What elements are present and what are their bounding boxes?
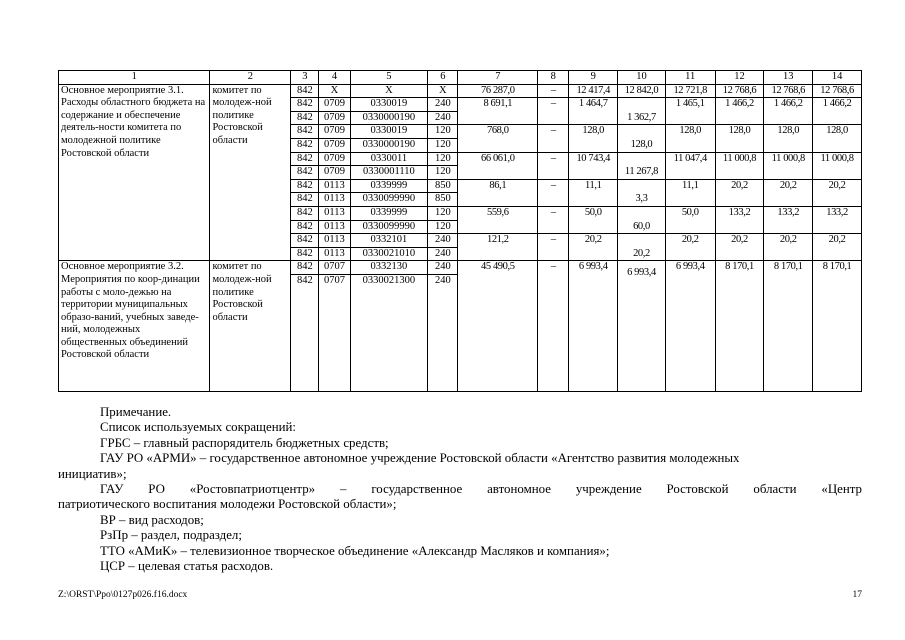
table-cell: 842: [291, 193, 319, 207]
table-cell: 128,0: [618, 125, 666, 152]
table-cell: 120: [428, 125, 458, 139]
table-cell: 20,2: [665, 234, 715, 261]
table-cell: 120: [428, 220, 458, 234]
table-cell: 850: [428, 193, 458, 207]
table-cell: 842: [291, 220, 319, 234]
table-cell: –: [538, 125, 569, 152]
table-cell: 0709: [319, 138, 350, 152]
table-cell: 842: [291, 261, 319, 275]
table-cell: 128,0: [764, 125, 813, 152]
table-cell: 1 466,2: [813, 98, 862, 125]
executor: комитет по молодеж-ной политике Ростовской области: [210, 261, 291, 392]
table-cell: 0707: [319, 274, 350, 391]
table-cell: 0709: [319, 111, 350, 125]
table-cell: 0330000190: [350, 111, 428, 125]
table-cell: 842: [291, 166, 319, 180]
table-cell: 0709: [319, 98, 350, 112]
table-cell: 850: [428, 179, 458, 193]
table-cell: 11,1: [665, 179, 715, 206]
table-cell: 8 170,1: [715, 261, 764, 392]
table-cell: –: [538, 179, 569, 206]
abbr-patriot-line2: патриотического воспитания молодежи Ростовской области»;: [58, 497, 397, 512]
table-cell: 240: [428, 111, 458, 125]
column-number: 12: [715, 71, 764, 85]
table-cell: –: [538, 98, 569, 125]
table-cell: 20,2: [618, 234, 666, 261]
table-cell: 0339999: [350, 179, 428, 193]
table-cell: 20,2: [715, 179, 764, 206]
table-cell: 842: [291, 234, 319, 248]
table-cell: 0330011: [350, 152, 428, 166]
page-number: 17: [852, 590, 862, 600]
table-cell: 842: [291, 179, 319, 193]
table-cell: 240: [428, 234, 458, 248]
column-number: 8: [538, 71, 569, 85]
column-number: 3: [291, 71, 319, 85]
table-cell: 12 768,6: [715, 84, 764, 98]
abbr-csr: ЦСР – целевая статья расходов.: [100, 559, 274, 574]
table-cell: 240: [428, 274, 458, 391]
abbr-list-title: Список используемых сокращений:: [100, 420, 296, 435]
table-cell: 20,2: [764, 179, 813, 206]
table-cell: 842: [291, 84, 319, 98]
table-cell: 0330099990: [350, 193, 428, 207]
table-header-row: [59, 71, 862, 85]
table-cell: 20,2: [569, 234, 618, 261]
table-cell: 842: [291, 152, 319, 166]
column-number: 1: [59, 71, 210, 85]
table-cell: 0113: [319, 247, 350, 261]
table-cell: 11 267,8: [618, 152, 666, 179]
column-number: 11: [665, 71, 715, 85]
table-row: [59, 84, 862, 98]
abbr-armi-line2: инициатив»;: [58, 466, 127, 481]
table-cell: 128,0: [715, 125, 764, 152]
table-cell: 240: [428, 247, 458, 261]
table-cell: 12 721,8: [665, 84, 715, 98]
table-cell: 10 743,4: [569, 152, 618, 179]
column-number: 13: [764, 71, 813, 85]
abbr-armi-line1: ГАУ РО «АРМИ» – государственное автономное учреждение Ростовской области «Агентство развития молодежных: [100, 451, 740, 466]
executor: комитет по молодеж-ной политике Ростовской области: [210, 84, 291, 261]
notes-title: Примечание.: [100, 405, 172, 419]
table-cell: 0113: [319, 193, 350, 207]
column-number: 14: [813, 71, 862, 85]
table-cell: 66 061,0: [458, 152, 538, 179]
table-cell: 8 691,1: [458, 98, 538, 125]
table-cell: 0330019: [350, 125, 428, 139]
table-row: [59, 261, 862, 275]
table-cell: 60,0: [618, 206, 666, 233]
table-cell: 559,6: [458, 206, 538, 233]
table-cell: 8 170,1: [813, 261, 862, 392]
table-cell: 120: [428, 206, 458, 220]
column-number: 6: [428, 71, 458, 85]
table-cell: 0330001110: [350, 166, 428, 180]
table-cell: 0332130: [350, 261, 428, 275]
table-cell: 0332101: [350, 234, 428, 248]
column-number: 10: [618, 71, 666, 85]
table-cell: 128,0: [665, 125, 715, 152]
table-cell: 0339999: [350, 206, 428, 220]
table-cell: X: [428, 84, 458, 98]
table-cell: 133,2: [715, 206, 764, 233]
table-cell: 842: [291, 111, 319, 125]
table-cell: –: [538, 234, 569, 261]
table-cell: 86,1: [458, 179, 538, 206]
table-cell: 120: [428, 152, 458, 166]
table-cell: 240: [428, 261, 458, 275]
table-cell: 11 000,8: [715, 152, 764, 179]
column-number: 7: [458, 71, 538, 85]
table-cell: 842: [291, 125, 319, 139]
table-cell: 120: [428, 166, 458, 180]
table-cell: 768,0: [458, 125, 538, 152]
table-cell: X: [350, 84, 428, 98]
table-cell: 12 842,0: [618, 84, 666, 98]
table-cell: 11 000,8: [813, 152, 862, 179]
table-cell: 20,2: [813, 234, 862, 261]
table-cell: –: [538, 206, 569, 233]
table-cell: 0709: [319, 152, 350, 166]
table-cell: 133,2: [813, 206, 862, 233]
column-number: 4: [319, 71, 350, 85]
table-cell: 20,2: [764, 234, 813, 261]
column-number: 5: [350, 71, 428, 85]
table-cell: 20,2: [813, 179, 862, 206]
table-cell: 0709: [319, 125, 350, 139]
table-cell: 76 287,0: [458, 84, 538, 98]
table-cell: 20,2: [715, 234, 764, 261]
table-cell: 1 466,2: [764, 98, 813, 125]
abbr-rzpr: РзПр – раздел, подраздел;: [100, 528, 242, 543]
column-number: 2: [210, 71, 291, 85]
table-cell: 128,0: [569, 125, 618, 152]
table-cell: 842: [291, 138, 319, 152]
table-cell: 842: [291, 206, 319, 220]
table-cell: 0113: [319, 206, 350, 220]
abbr-grbs: ГРБС – главный распорядитель бюджетных средств;: [100, 435, 389, 450]
table-cell: 1 466,2: [715, 98, 764, 125]
table-cell: 3,3: [618, 179, 666, 206]
file-path: Z:\ORST\Ppo\0127p026.f16.docx: [58, 590, 188, 600]
table-cell: 133,2: [764, 206, 813, 233]
column-number: 9: [569, 71, 618, 85]
activity-name: Основное мероприятие 3.2. Мероприятия по коор-динации работы с моло-дежью на территории муниципальных образо-ваний, учебных заведе-ний, молодежных общественных объединений Ростовской области: [59, 261, 210, 392]
table-cell: 128,0: [813, 125, 862, 152]
table-cell: 1 465,1: [665, 98, 715, 125]
table-cell: 12 417,4: [569, 84, 618, 98]
table-cell: 6 993,4: [618, 261, 666, 392]
activity-name: Основное мероприятие 3.1. Расходы областного бюджета на содержание и обеспечение деятель-ности комитета по молодежной политике Ростовской области: [59, 84, 210, 261]
table-cell: 842: [291, 98, 319, 112]
table-cell: 1 362,7: [618, 98, 666, 125]
table-cell: 0330099990: [350, 220, 428, 234]
table-cell: 6 993,4: [665, 261, 715, 392]
table-cell: 11,1: [569, 179, 618, 206]
table-cell: 121,2: [458, 234, 538, 261]
abbr-patriot-line1: ГАУ РО «Ростовпатриотцентр» – государственное автономное учреждение Ростовской области «Центр: [100, 482, 862, 497]
table-cell: 1 464,7: [569, 98, 618, 125]
table-cell: 11 047,4: [665, 152, 715, 179]
table-cell: 0113: [319, 220, 350, 234]
table-cell: 12 768,6: [813, 84, 862, 98]
abbr-tto: ТТО «АМиК» – телевизионное творческое объединение «Александр Масляков и компания»;: [100, 543, 610, 558]
table-cell: 0330000190: [350, 138, 428, 152]
table-cell: 240: [428, 98, 458, 112]
table-cell: 0113: [319, 179, 350, 193]
abbr-vr: ВР – вид расходов;: [100, 512, 204, 527]
table-cell: 50,0: [569, 206, 618, 233]
table-cell: 45 490,5: [458, 261, 538, 392]
table-cell: –: [538, 152, 569, 179]
table-cell: 12 768,6: [764, 84, 813, 98]
table-cell: 11 000,8: [764, 152, 813, 179]
table-cell: 0330019: [350, 98, 428, 112]
table-cell: X: [319, 84, 350, 98]
table-cell: 8 170,1: [764, 261, 813, 392]
table-cell: 0113: [319, 234, 350, 248]
table-cell: –: [538, 84, 569, 98]
table-cell: 120: [428, 138, 458, 152]
table-cell: 0330021300: [350, 274, 428, 391]
table-cell: 842: [291, 274, 319, 391]
table-cell: –: [538, 261, 569, 392]
table-cell: 50,0: [665, 206, 715, 233]
notes-section: [58, 405, 862, 574]
table-cell: 842: [291, 247, 319, 261]
table-cell: 0709: [319, 166, 350, 180]
budget-table: [58, 70, 862, 392]
table-cell: 6 993,4: [569, 261, 618, 392]
table-cell: 0330021010: [350, 247, 428, 261]
table-cell: 0707: [319, 261, 350, 275]
